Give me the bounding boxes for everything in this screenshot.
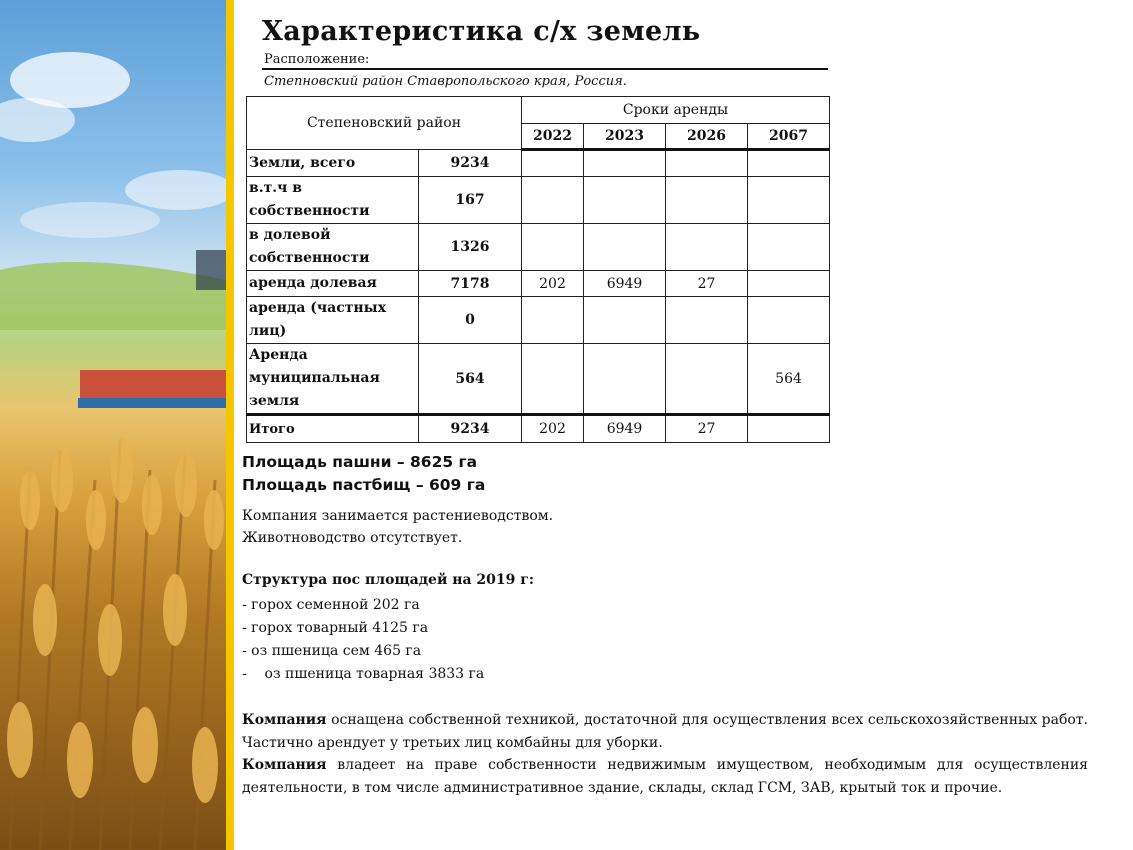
wheat-field-photo <box>0 0 226 850</box>
cell-2023 <box>584 344 666 415</box>
row-label: Аренда муниципальная земля <box>247 344 419 415</box>
cell-2026 <box>666 150 748 177</box>
structure-list <box>242 594 484 686</box>
property-paragraph <box>242 754 1088 799</box>
pasture-area: Площадь пастбищ – 609 га <box>242 476 486 494</box>
list-item: - оз пшеница товарная 3833 га <box>242 666 485 682</box>
row-total: 167 <box>419 177 522 224</box>
year-header: 2067 <box>748 124 830 150</box>
cell-2026: 27 <box>666 415 748 443</box>
cell-2026 <box>666 177 748 224</box>
cell-2022 <box>522 297 584 344</box>
cell-2023: 6949 <box>584 415 666 443</box>
list-item: - горох семенной 202 га <box>242 597 420 613</box>
cell-2022 <box>522 150 584 177</box>
content-area <box>234 0 1133 850</box>
table-row <box>247 271 830 297</box>
location-value: Степновский район Ставропольского края, Россия. <box>264 74 627 89</box>
cell-2022: 202 <box>522 415 584 443</box>
wheat-field-illustration <box>0 0 226 850</box>
cell-2026 <box>666 344 748 415</box>
cell-2067 <box>748 271 830 297</box>
cell-2026 <box>666 224 748 271</box>
row-total: 9234 <box>419 150 522 177</box>
cell-2067 <box>748 297 830 344</box>
lease-header: Сроки аренды <box>522 97 830 124</box>
table-row <box>247 177 830 224</box>
row-label: в долевой собственности <box>247 224 419 271</box>
list-item: - оз пшеница сем 465 га <box>242 643 422 659</box>
land-table <box>246 96 830 443</box>
table-row <box>247 224 830 271</box>
cell-2067 <box>748 415 830 443</box>
cell-2026: 27 <box>666 271 748 297</box>
cell-2067: 564 <box>748 344 830 415</box>
paragraph-text: владеет на праве собственности недвижимым имуществом, необходимым для осуществления деятельности, в том числе административное здание, склады, склад ГСМ, ЗАВ, крытый ток и прочие. <box>242 757 1088 796</box>
title-underline <box>262 68 828 70</box>
structure-title: Структура пос площадей на 2019 г: <box>242 572 534 588</box>
livestock-note: Животноводство отсутствует. <box>242 530 463 546</box>
cell-2022: 202 <box>522 271 584 297</box>
paragraph-text: оснащена собственной техникой, достаточной для осуществления всех сельскохозяйственных работ. Частично арендует у третьих лиц комбайны для уборки. <box>242 712 1088 751</box>
year-header: 2026 <box>666 124 748 150</box>
arable-area: Площадь пашни – 8625 га <box>242 453 478 471</box>
table-row <box>247 297 830 344</box>
list-item: - горох товарный 4125 га <box>242 620 429 636</box>
row-label: аренда (частных лиц) <box>247 297 419 344</box>
row-label: Итого <box>247 415 419 443</box>
paragraph-lead: Компания <box>242 712 327 728</box>
cell-2023: 6949 <box>584 271 666 297</box>
table-row-total <box>247 415 830 443</box>
row-total: 9234 <box>419 415 522 443</box>
location-label: Расположение: <box>264 52 370 67</box>
equipment-paragraph <box>242 709 1088 754</box>
row-total: 0 <box>419 297 522 344</box>
page-title: Характеристика с/х земель <box>262 16 701 47</box>
row-label: в.т.ч в собственности <box>247 177 419 224</box>
cell-2022 <box>522 344 584 415</box>
cell-2023 <box>584 224 666 271</box>
table-row <box>247 344 830 415</box>
row-total: 7178 <box>419 271 522 297</box>
row-label: аренда долевая <box>247 271 419 297</box>
cell-2023 <box>584 177 666 224</box>
yellow-accent-stripe <box>226 0 234 850</box>
cell-2023 <box>584 150 666 177</box>
company-activity: Компания занимается растениеводством. <box>242 508 554 524</box>
cell-2022 <box>522 177 584 224</box>
year-header: 2022 <box>522 124 584 150</box>
cell-2023 <box>584 297 666 344</box>
row-total: 1326 <box>419 224 522 271</box>
row-label: Земли, всего <box>247 150 419 177</box>
cell-2067 <box>748 177 830 224</box>
row-total: 564 <box>419 344 522 415</box>
paragraph-lead: Компания <box>242 757 327 773</box>
year-header: 2023 <box>584 124 666 150</box>
cell-2067 <box>748 150 830 177</box>
table-row <box>247 150 830 177</box>
cell-2022 <box>522 224 584 271</box>
cell-2067 <box>748 224 830 271</box>
cell-2026 <box>666 297 748 344</box>
district-header: Степеновский район <box>247 97 522 150</box>
